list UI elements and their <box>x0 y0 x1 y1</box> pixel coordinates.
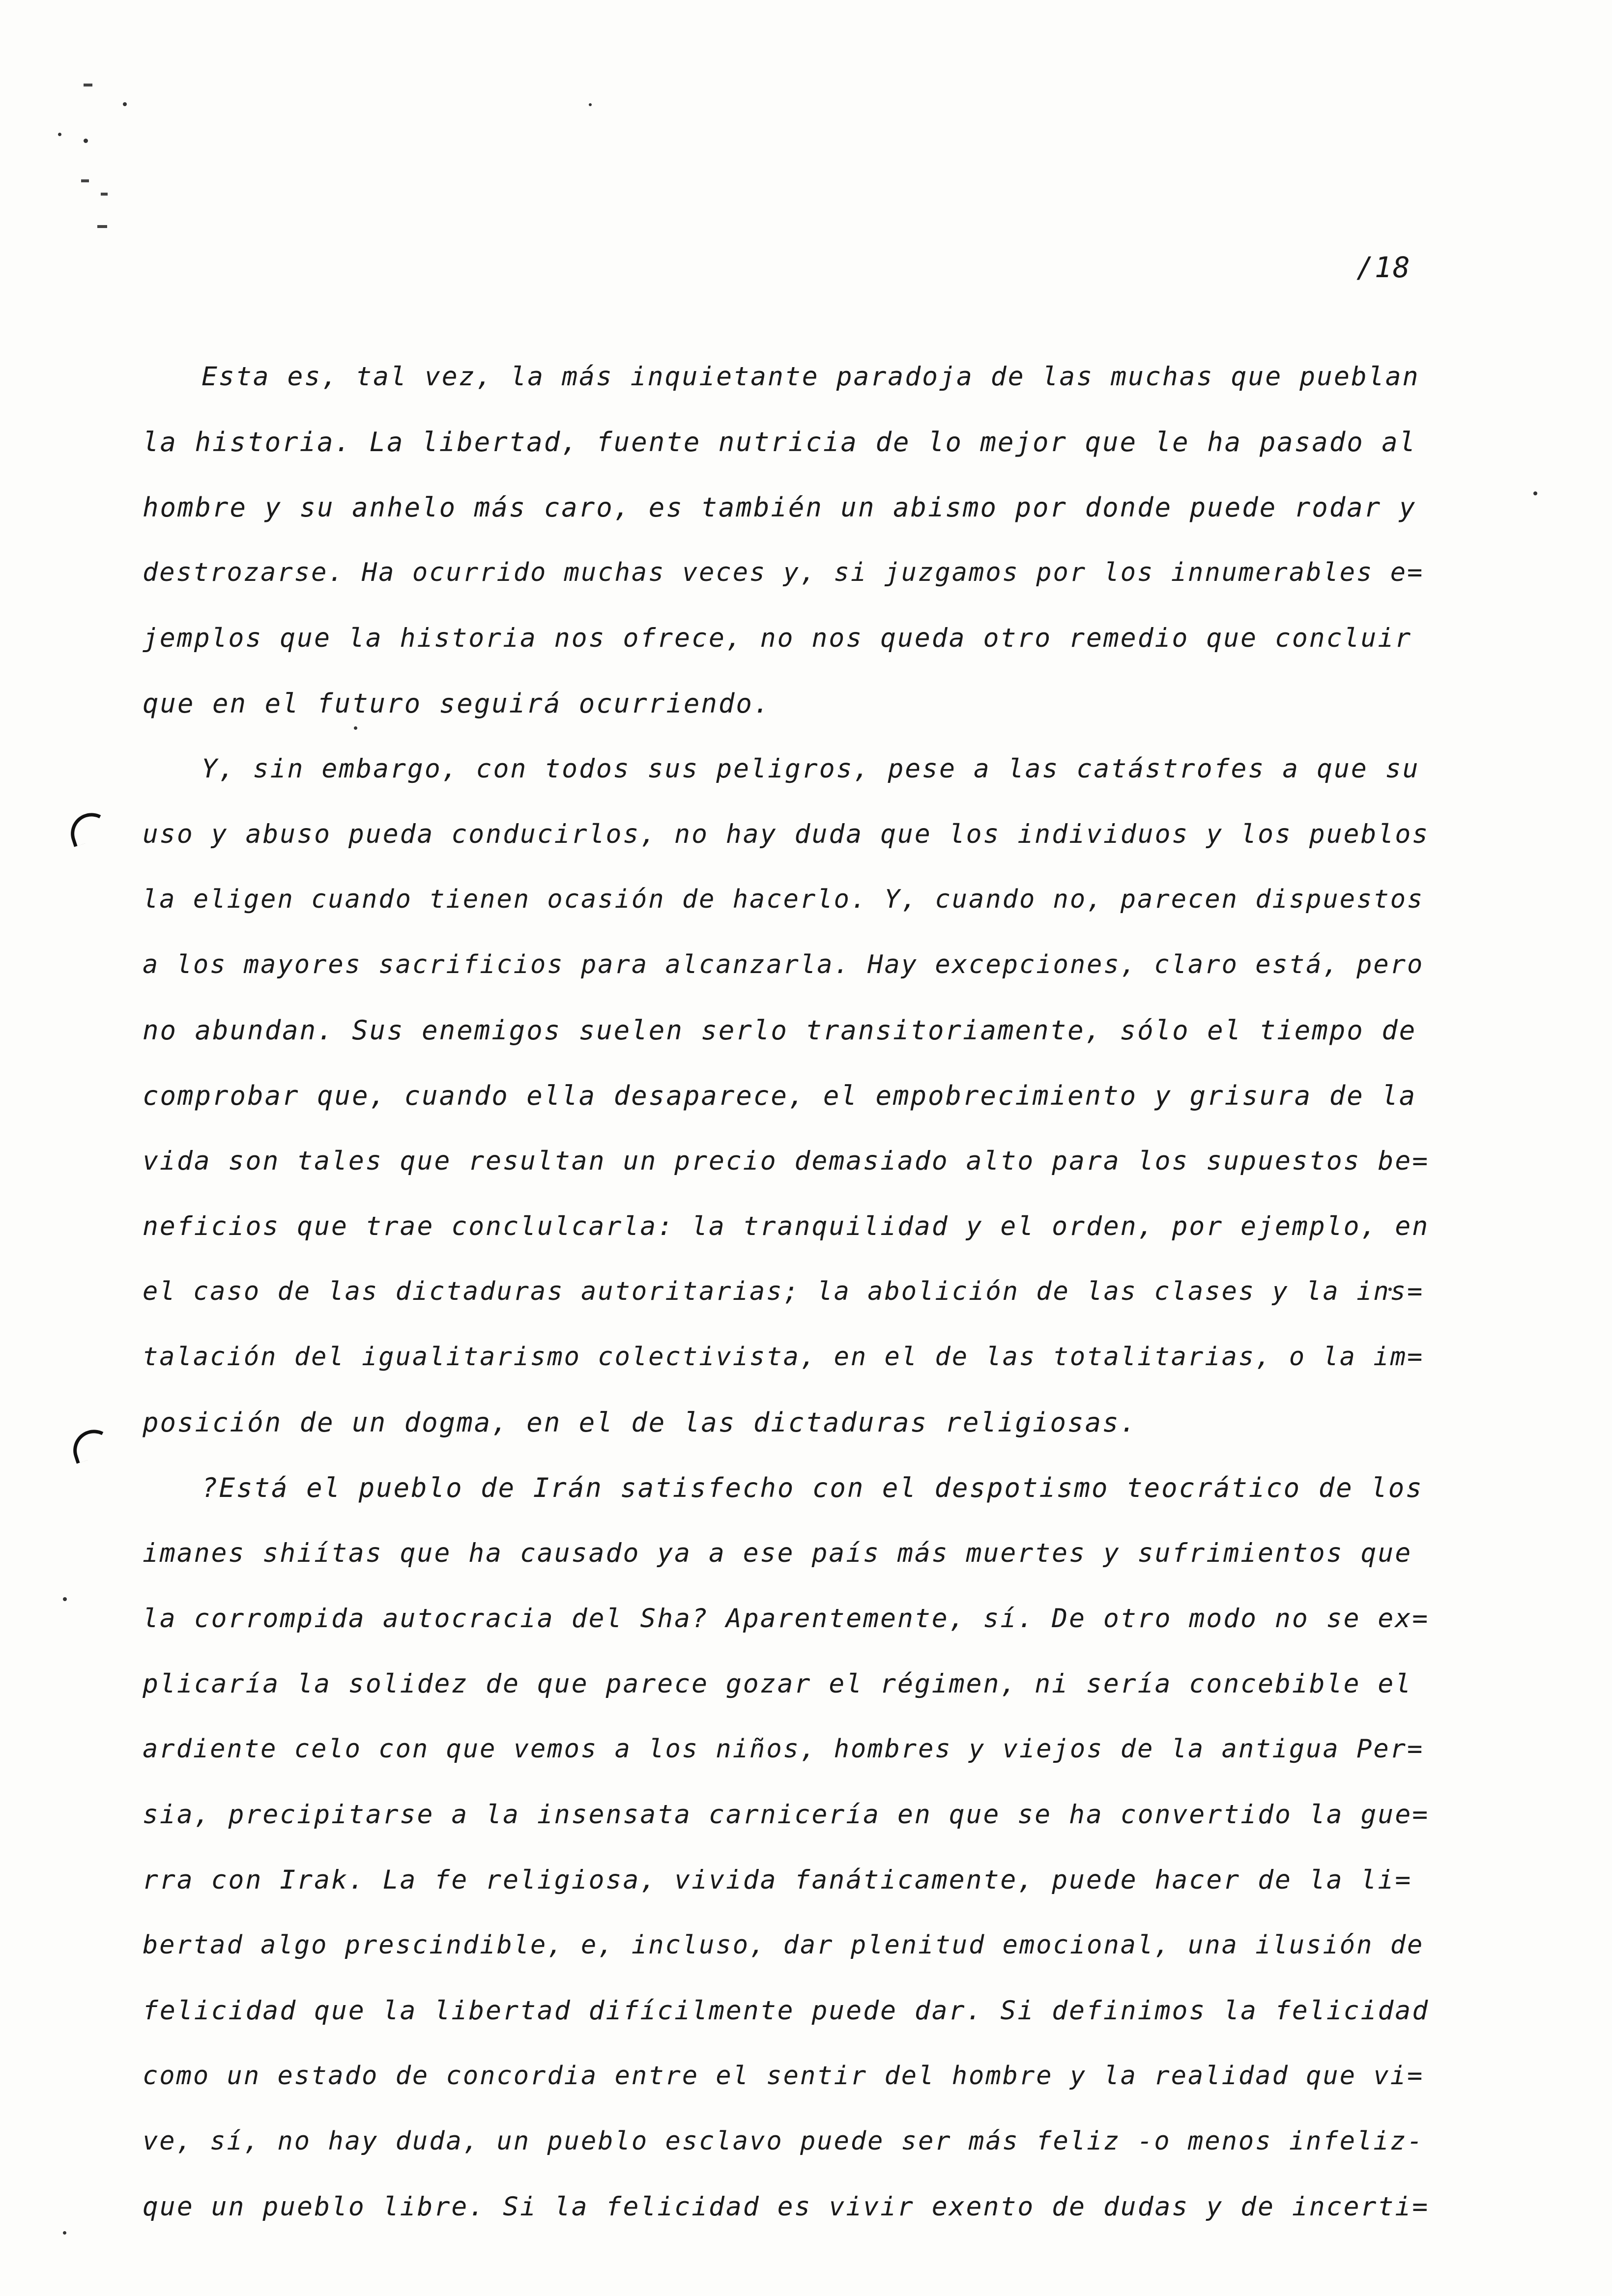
text-line: ardiente celo con que vemos a los niños, hombres y viejos de la antigua Per= <box>143 1734 1424 1764</box>
text-line: felicidad que la libertad difícilmente puede dar. Si definimos la felicidad <box>143 1996 1430 2026</box>
text-line: neficios que trae conclulcarla: la tranquilidad y el orden, por ejemplo, en <box>143 1211 1430 1241</box>
text-line: posición de un dogma, en el de las dictaduras religiosas. <box>143 1407 1138 1438</box>
text-line: jemplos que la historia nos ofrece, no nos queda otro remedio que concluir <box>143 623 1412 653</box>
text-line: ve, sí, no hay duda, un pueblo esclavo puede ser más feliz -o menos infeliz- <box>143 2126 1424 2156</box>
page-number: /18 <box>1356 251 1411 284</box>
scan-speck <box>63 2231 66 2235</box>
text-line: hombre y su anhelo más caro, es también un abismo por donde puede rodar y <box>143 492 1417 523</box>
text-line: que en el futuro seguirá ocurriendo. <box>143 688 771 719</box>
text-line: como un estado de concordia entre el sentir del hombre y la realidad que vi= <box>143 2061 1424 2091</box>
text-line: el caso de las dictaduras autoritarias; la abolición de las clases y la ins= <box>143 1277 1424 1306</box>
text-line: talación del igualitarismo colectivista, en el de las totalitarias, o la im= <box>143 1342 1424 1372</box>
text-line: comprobar que, cuando ella desaparece, el empobrecimiento y grisura de la <box>143 1080 1417 1111</box>
text-line: plicaría la solidez de que parece gozar el régimen, ni sería concebible el <box>143 1669 1412 1699</box>
text-line: bertad algo prescindible, e, incluso, dar plenitud emocional, una ilusión de <box>143 1930 1424 1960</box>
scan-speck <box>589 103 592 106</box>
margin-mark <box>84 84 92 86</box>
text-line: la eligen cuando tienen ocasión de hacerlo. Y, cuando no, parecen dispuestos <box>143 885 1424 914</box>
margin-mark <box>101 193 108 196</box>
scan-speck <box>58 133 61 136</box>
text-line: que un pueblo libre. Si la felicidad es vivir exento de dudas y de incerti= <box>143 2192 1430 2222</box>
text-line: la corrompida autocracia del Sha? Aparentemente, sí. De otro modo no se ex= <box>143 1604 1430 1634</box>
text-line: uso y abuso pueda conducirlos, no hay duda que los individuos y los pueblos <box>143 819 1430 849</box>
scan-speck <box>123 102 127 106</box>
text-line: vida son tales que resultan un precio demasiado alto para los supuestos be= <box>143 1146 1430 1176</box>
margin-mark <box>81 179 89 182</box>
text-line: ?Está el pueblo de Irán satisfecho con el despotismo teocrático de los <box>202 1472 1423 1503</box>
paragraph-mark <box>68 1424 116 1464</box>
text-line: la historia. La libertad, fuente nutricia de lo mejor que le ha pasado al <box>143 427 1417 458</box>
scan-speck <box>1533 491 1537 495</box>
scan-speck <box>84 139 88 143</box>
paragraph-mark <box>65 807 114 847</box>
text-line: imanes shiítas que ha causado ya a ese país más muertes y sufrimientos que <box>143 1538 1412 1568</box>
body-text <box>143 344 1430 2239</box>
text-line: a los mayores sacrificios para alcanzarla. Hay excepciones, claro está, pero <box>143 950 1424 979</box>
text-line: sia, precipitarse a la insensata carnicería en que se ha convertido la gue= <box>143 1800 1430 1830</box>
text-line: Esta es, tal vez, la más inquietante paradoja de las muchas que pueblan <box>202 362 1420 392</box>
text-line: no abundan. Sus enemigos suelen serlo transitoriamente, sólo el tiempo de <box>143 1015 1417 1046</box>
text-line: Y, sin embargo, con todos sus peligros, pese a las catástrofes a que su <box>202 754 1420 784</box>
scan-speck <box>63 1597 67 1601</box>
text-line: destrozarse. Ha ocurrido muchas veces y, si juzgamos por los innumerables e= <box>143 558 1424 587</box>
margin-mark <box>97 225 107 228</box>
text-line: rra con Irak. La fe religiosa, vivida fanáticamente, puede hacer de la li= <box>143 1865 1412 1895</box>
